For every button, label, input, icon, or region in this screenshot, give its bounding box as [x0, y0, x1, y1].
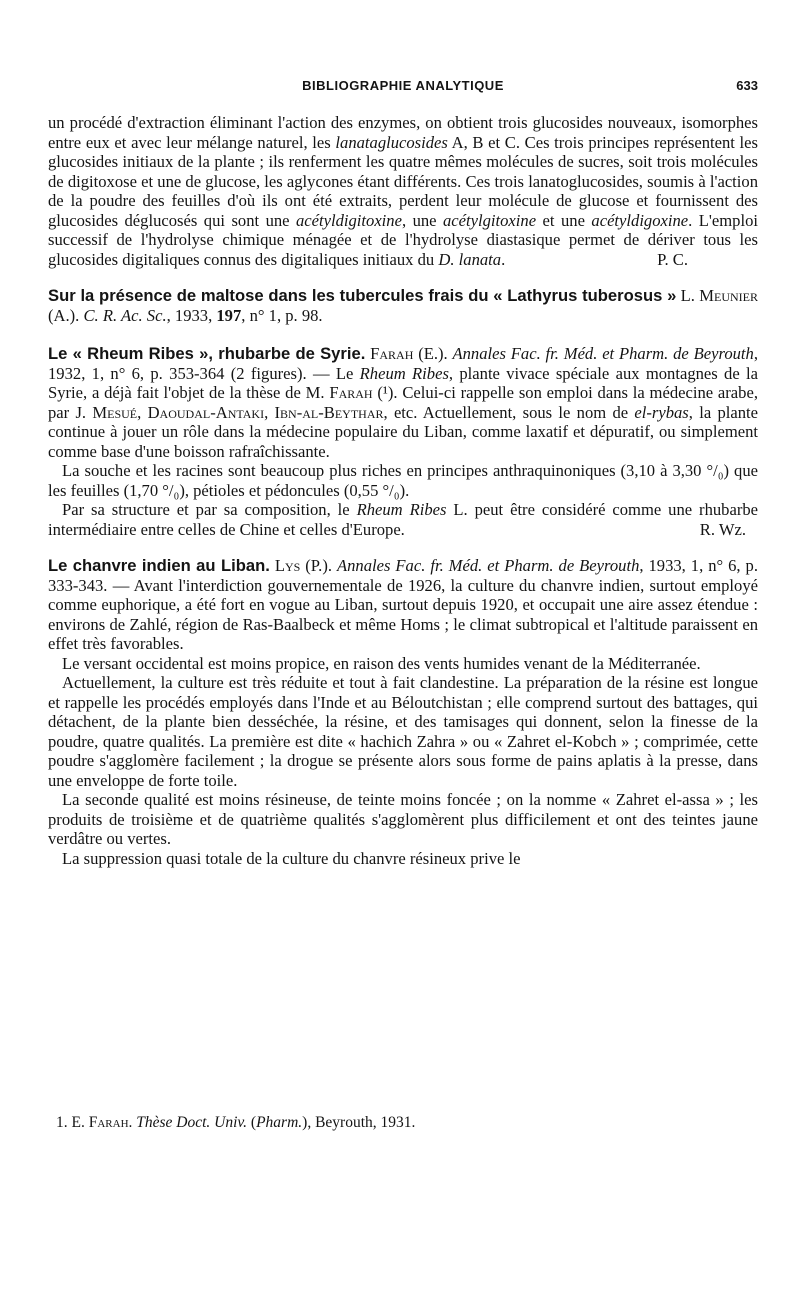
signature: P. C. [657, 249, 688, 269]
page-header [48, 78, 758, 98]
paragraph-culture: Actuellement, la culture est très réduite et tout à fait clandestine. La préparation de la résine est longue et rappelle les procédés employés dans l'Inde et au Béloutchistan ; elle comprend surtout des battages, qui détachent, de la plante bien desséchée, la résine, et des tamisages qui donnent, selon la finesse de la poudre, quatre qualités. La première est dite « hachich Zahra » ou « Zahret el-Kobch » ; comprimée, cette poudre s'agglomère facilement ; la drogue se présente alors sous forme de pains aplatis à la presse, dans une enveloppe de forte toile. [48, 673, 758, 790]
paragraph-digitalis: un procédé d'extraction éliminant l'action des enzymes, on obtient trois glucosides nouveaux, isomorphes entre eux et avec leur mélange naturel, les lanataglucosides A, B et C. Ces trois principes représentent les glucosides initiaux de la plante ; ils renferment les quatre mêmes molécules de sucres, soit trois molécules de digitoxose et une de glucose, les aglycones étant différents. Ces trois lanatoglucosides, soumis à l'action de la poudre des feuilles d'où ils ont été extraits, perdent leur molécule de glucose et fournissent des glucosides déglucosés qui sont une acétyldigitoxine, une acétylgitoxine et une acétyldigoxine. L'emploi successif de l'hydrolyse chimique ménagée et de l'hydrolyse diastasique permet de dériver tous les glucosides digitaliques connus des digitaliques initiaux du D. lanata. P. C. [48, 113, 758, 269]
running-title: BIBLIOGRAPHIE ANALYTIQUE [302, 78, 504, 93]
entry-rheum-ribes: Le « Rheum Ribes », rhubarbe de Syrie. Farah (E.). Annales Fac. fr. Méd. et Pharm. de Beyrouth, 1932, 1, n° 6, p. 353-364 (2 figures). — Le Rheum Ribes, plante vivace spéciale aux montagnes de la Syrie, a déjà fait l'objet de la thèse de M. Farah (¹). Celui-ci rappelle son emploi dans la médecine arabe, par J. Mesué, Daoudal-Antaki, Ibn-al-Beythar, etc. Actuellement, sous le nom de el-rybas, la plante continue à jouer un rôle dans la médecine populaire du Liban, comme laxatif et dépuratif, ou simplement comme base d'une boisson rafraîchissante. [48, 344, 759, 461]
paragraph-suppression: La suppression quasi totale de la culture du chanvre résineux prive le [62, 848, 521, 868]
paragraph-rheum-structure: Par sa structure et par sa composition, le Rheum Ribes L. peut être considéré comme une rhubarbe intermédiaire entre celles de Chine et celles d'Europe. R. Wz. [48, 500, 759, 539]
journal-name: C. R. Ac. Sc. [83, 305, 167, 325]
author-name: Lys [274, 556, 301, 575]
entry-chanvre-indien: Le chanvre indien au Liban. Lys (P.). Annales Fac. fr. Méd. et Pharm. de Beyrouth, 1933, 1, n° 6, p. 333-343. — Avant l'interdiction gouvernementale de 1926, la culture du chanvre indien, surtout employé comme euphorique, a été fort en vogue au Liban, surtout depuis 1920, et occupait une aire assez étendue : environs de Zahlé, région de Ras-Baalbeck et même Homs ; le climat subtropical et l'altitude paraissent en effet très favorables. [48, 556, 758, 653]
footnote: 1. E. Farah. Thèse Doct. Univ. (Pharm.), Beyrouth, 1931. [56, 1114, 416, 1131]
journal-name: Annales Fac. fr. Méd. et Pharm. de Beyrouth [452, 344, 754, 363]
page-number: 633 [736, 78, 758, 93]
paragraph-seconde-qualite: La seconde qualité est moins résineuse, de teinte moins foncée ; on la nomme « Zahret el-assa » ; les produits de troisième et de quatrième qualités s'agglomèrent plus difficilement et ont des teintes jaune verdâtre ou vertes. [48, 790, 758, 848]
entry-maltose: Sur la présence de maltose dans les tubercules frais du « Lathyrus tuberosus » L. Meunier (A.). C. R. Ac. Sc., 1933, 197, n° 1, p. 98. [48, 286, 758, 325]
paragraph-rheum-roots: La souche et les racines sont beaucoup plus riches en principes anthraquinoniques (3,10 à 3,30 °/₀) que les feuilles (1,70 °/₀), pétioles et pédoncules (0,55 °/₀). [48, 461, 758, 500]
paragraph-versant: Le versant occidental est moins propice, en raison des vents humides venant de la Méditerranée. [62, 653, 701, 673]
entry-title: Sur la présence de maltose dans les tubercules frais du « Lathyrus tuberosus » [48, 286, 677, 305]
author-name: Farah [370, 344, 414, 363]
signature: R. Wz. [699, 519, 746, 539]
entry-title: Le chanvre indien au Liban. [48, 556, 270, 575]
journal-name: Annales Fac. fr. Méd. et Pharm. de Beyrouth [336, 556, 640, 575]
entry-title: Le « Rheum Ribes », rhubarbe de Syrie. [48, 344, 366, 363]
author-name: Meunier [699, 286, 758, 305]
page-body [48, 113, 758, 868]
